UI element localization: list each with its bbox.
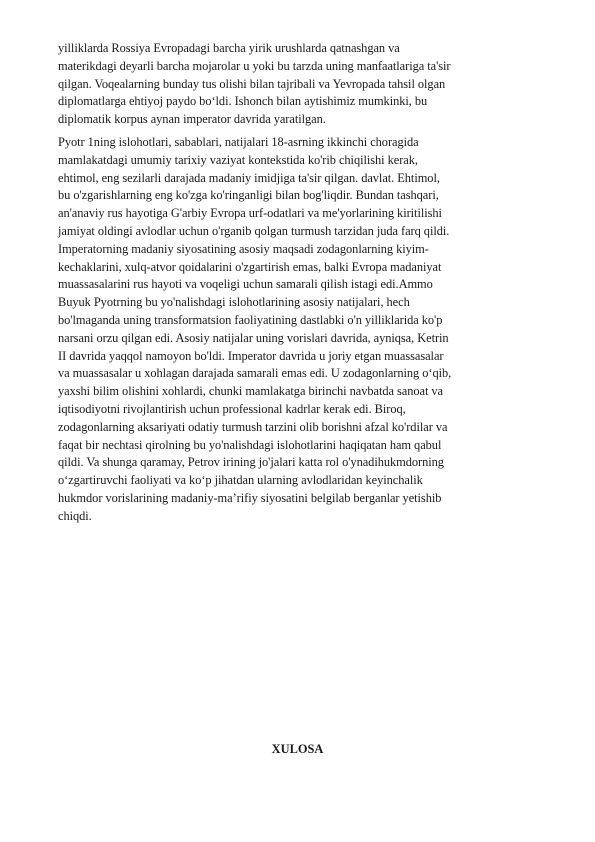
text-line: diplomatlarga ehtiyoj paydo bo‘ldi. Ishonch bilan aytishimiz mumkinki, bu bbox=[58, 94, 428, 109]
text-line: ehtimol, eng sezilarli darajada madaniy imidjiga ta'sir qilgan. davlat. Ehtimol, bbox=[58, 170, 440, 185]
paragraph-2 bbox=[58, 134, 538, 526]
text-line: zodagonlarning aksariyati odatiy turmush tarzini olib borishni afzal ko'rdilar va bbox=[58, 419, 448, 434]
text-line: yaxshi bilim olishini xohlardi, chunki mamlakatga birinchi navbatda sanoat va bbox=[58, 384, 443, 399]
text-line: hukmdor vorislarining madaniy-ma’rifiy siyosatini belgilab berganlar yetishib bbox=[58, 490, 442, 505]
text-line: Buyuk Pyotrning bu yo'nalishdagi islohotlarining asosiy natijalari, hech bbox=[58, 295, 410, 310]
text-line: o‘zgartiruvchi faoliyati va ko‘p jihatdan ularning avlodlaridan keyinchalik bbox=[58, 473, 423, 488]
text-line: an'anaviy rus hayotiga G'arbiy Evropa urf-odatlari va me'yorlarining kiritilishi bbox=[58, 206, 442, 221]
text-line: Imperatorning madaniy siyosatining asosiy maqsadi zodagonlarning kiyim- bbox=[58, 241, 429, 256]
text-line: bo'lmaganda uning transformatsion faoliyatining dastlabki o'n yilliklarida ko'p bbox=[58, 312, 443, 327]
text-line: jamiyat oldingi avlodlar uchun o'rganib qolgan turmush tarzidan juda farq qildi. bbox=[58, 223, 450, 238]
text-line: iqtisodiyotni rivojlantirish uchun professional kadrlar kerak edi. Biroq, bbox=[58, 401, 406, 416]
text-line: va muassasalar u xohlagan darajada samarali emas edi. U zodagonlarning o‘qib, bbox=[58, 366, 452, 381]
text-line: chiqdi. bbox=[58, 508, 92, 523]
text-line: yilliklarda Rossiya Evropadagi barcha yirik urushlarda qatnashgan va bbox=[58, 41, 400, 55]
text-line: II davrida yaqqol namoyon bo'ldi. Imperator davrida u joriy etgan muassasalar bbox=[58, 348, 444, 363]
text-line: bu o'zgarishlarning eng ko'zga ko'ringanligi bilan bog'liqdir. Bundan tashqari, bbox=[58, 188, 439, 203]
paragraph-1 bbox=[58, 40, 538, 129]
text-line: narsani orzu qilgan edi. Asosiy natijalar uning vorislari davrida, ayniqsa, Ketrin bbox=[58, 330, 449, 345]
text-line: qildi. Va shunga qaramay, Petrov irining jo'jalari katta rol o'ynadihukmdorning bbox=[58, 455, 444, 470]
text-line: kechaklarini, xulq-atvor qoidalarini o'zgartirish emas, balki Evropa madaniyat bbox=[58, 259, 442, 274]
text-line: qilgan. Voqealarning bunday tus olishi bilan tajribali va Yevropada tahsil olgan bbox=[58, 76, 446, 91]
text-line: faqat bir nechtasi qirolning bu yo'nalishdagi islohotlarini haqiqatan ham qabul bbox=[58, 437, 442, 452]
text-line: muassasalarini rus hayoti va voqeligi uchun samarali qilish istagi edi.Ammo bbox=[58, 277, 433, 292]
text-line: Pyotr 1ning islohotlari, sabablari, natijalari 18-asrning ikkinchi choragida bbox=[58, 134, 419, 149]
text-line: materikdagi deyarli barcha mojarolar u yoki bu tarzda uning manfaatlariga ta'sir bbox=[58, 58, 451, 73]
document-body bbox=[58, 40, 538, 526]
text-line: mamlakatdagi umumiy tarixiy vaziyat kontekstida ko'rib chiqilishi kerak, bbox=[58, 152, 418, 167]
text-line: diplomatik korpus aynan imperator davrida yaratilgan. bbox=[58, 112, 326, 127]
section-heading: XULOSA bbox=[271, 742, 324, 756]
